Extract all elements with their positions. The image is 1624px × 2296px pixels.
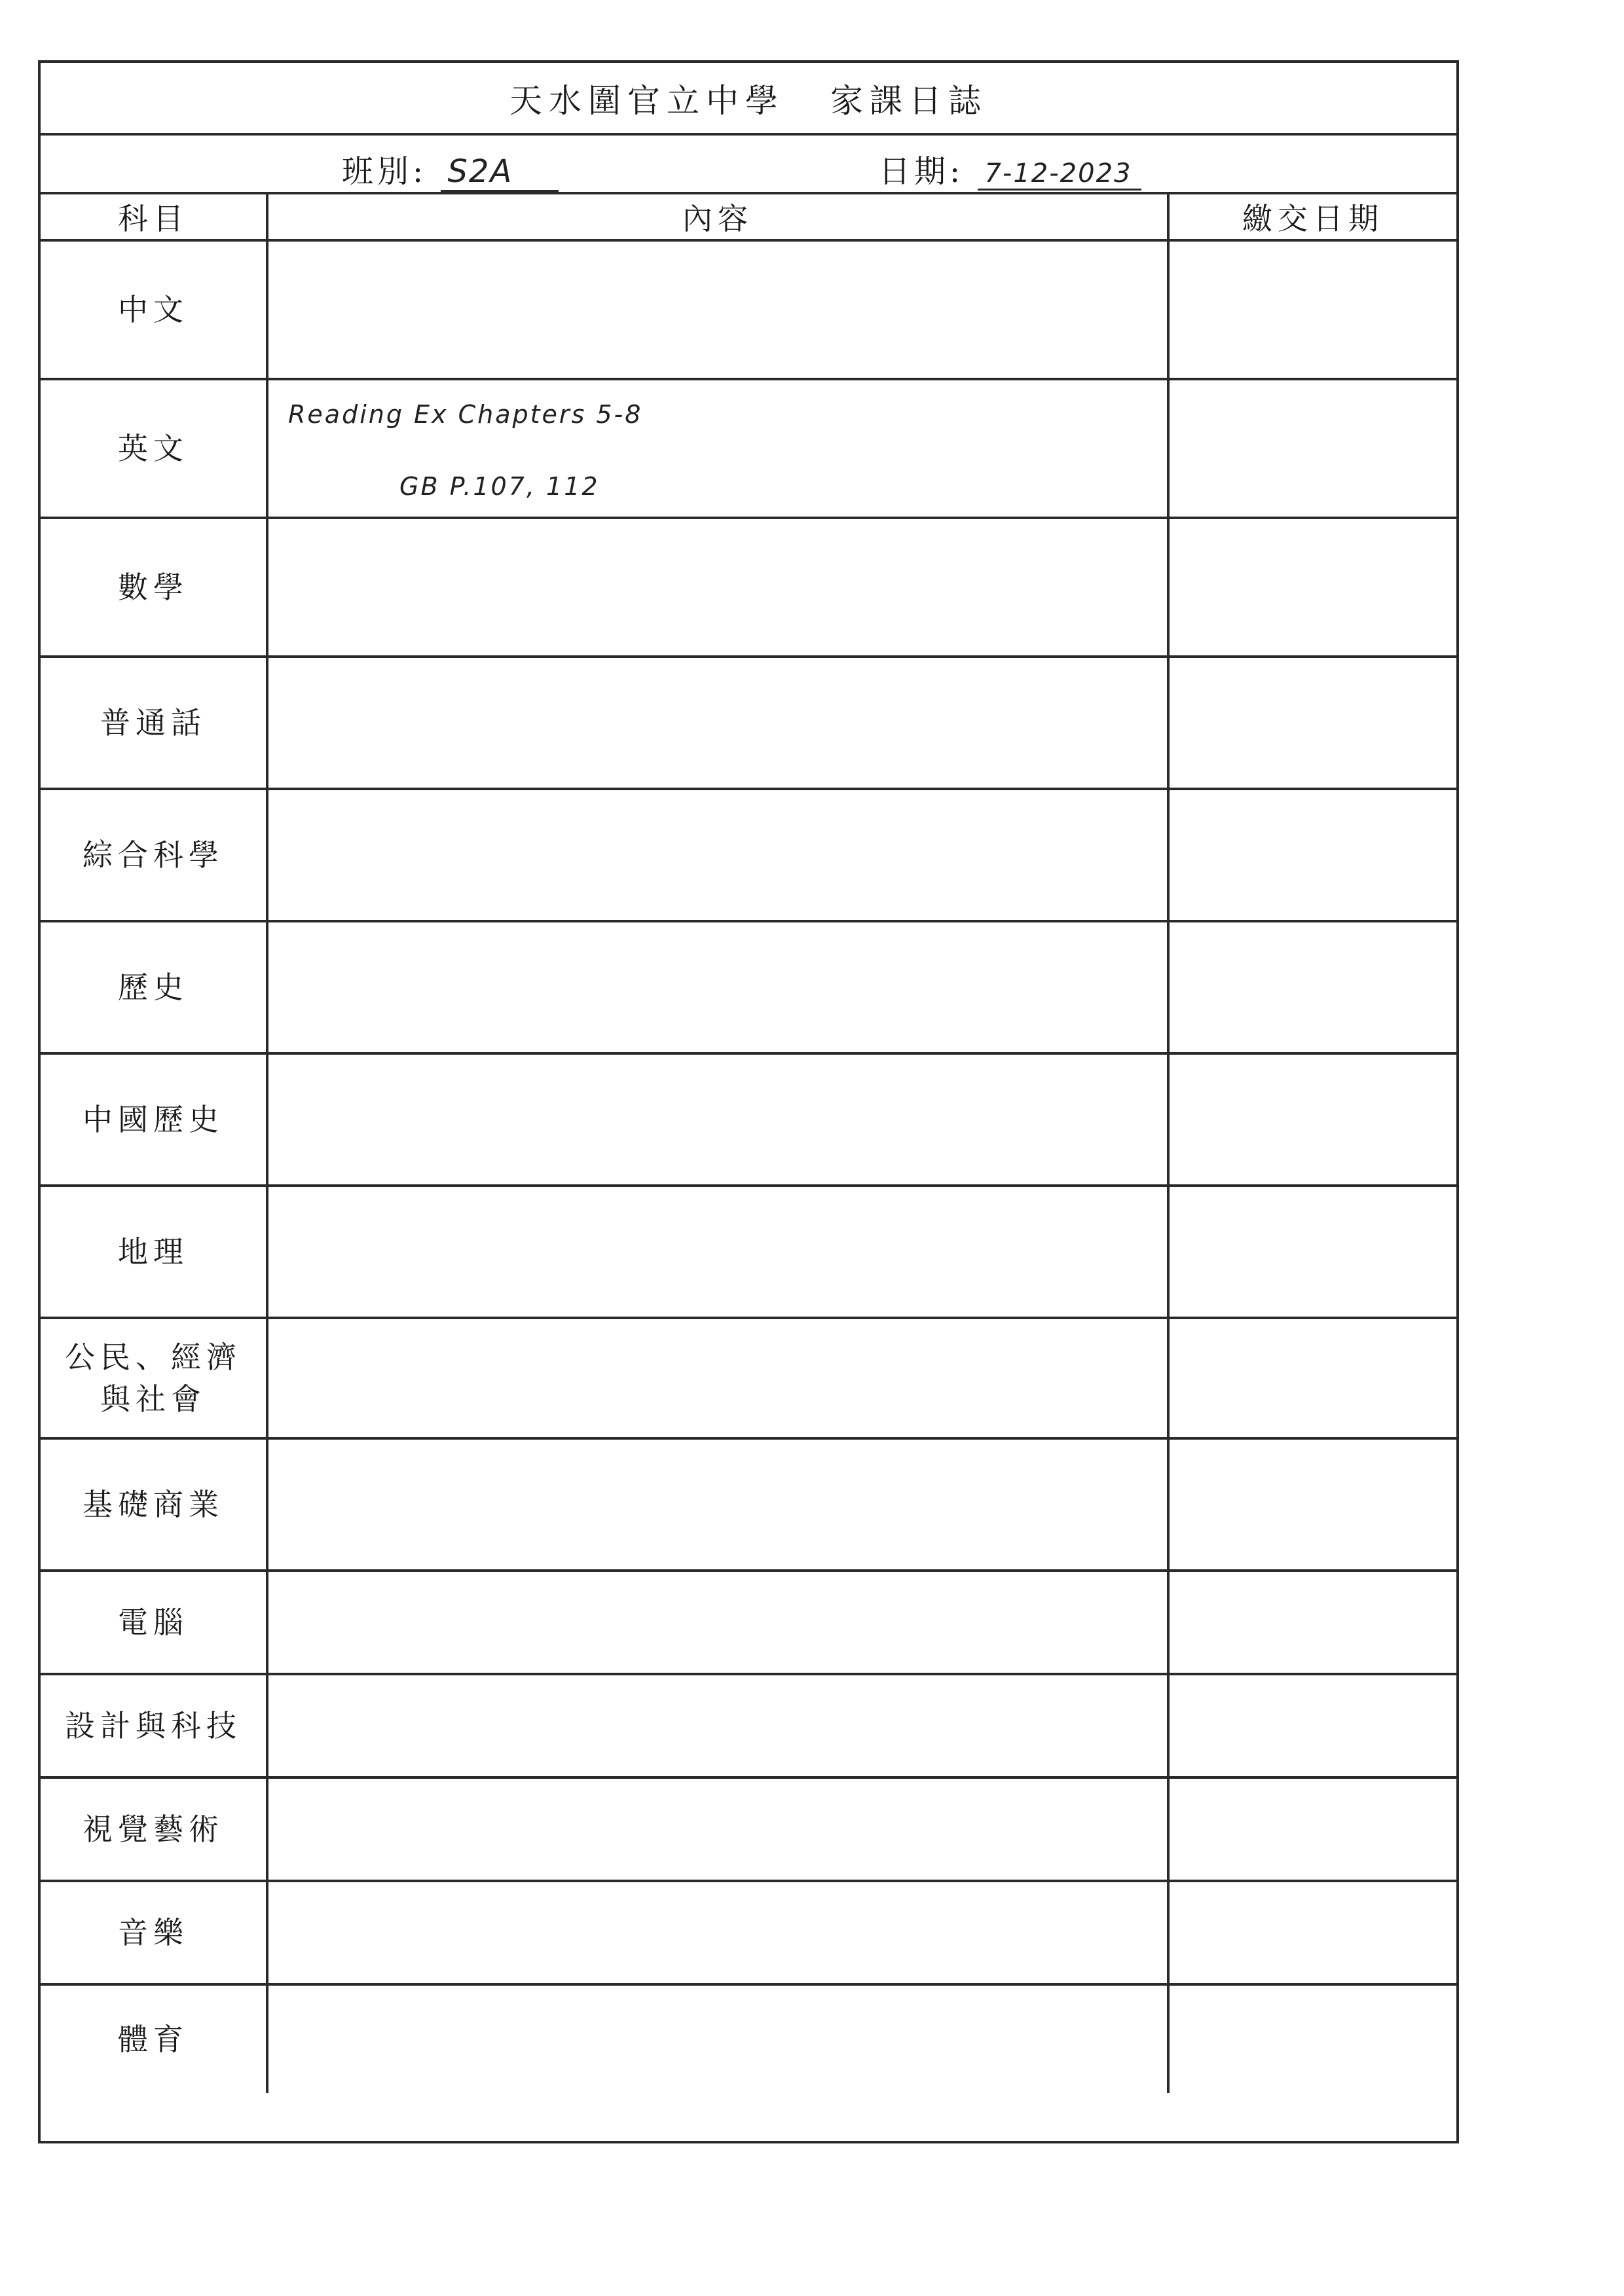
due-date-cell [1168,1984,1456,2093]
table-row [41,657,1456,789]
homework-content-cell [267,240,1168,379]
table-body [41,240,1456,2093]
homework-content-cell [267,1984,1168,2093]
due-date-cell [1168,379,1456,518]
subject-name: 設計與科技 [65,1708,242,1743]
homework-content-cell [267,1318,1168,1438]
subject-name: 電腦 [118,1605,189,1640]
homework-content-cell [267,1571,1168,1674]
subject-cell [41,1777,267,1881]
subject-name: 中文 [118,292,189,327]
homework-entry: Reading Ex Chapters 5-8 [288,400,643,429]
subject-cell [41,1674,267,1777]
table-row [41,1571,1456,1674]
due-date-cell [1168,1674,1456,1777]
table-row [41,379,1456,518]
info-row [41,133,1456,194]
homework-content-cell [267,921,1168,1053]
table-row [41,1186,1456,1318]
homework-content-cell [267,1674,1168,1777]
subject-cell [41,921,267,1053]
table-row [41,1984,1456,2093]
date-field [879,146,1141,191]
class-label: 班別: [342,153,428,190]
due-date-cell [1168,1881,1456,1984]
due-date-cell [1168,1571,1456,1674]
class-field [342,146,559,192]
subject-name: 基礎商業 [83,1487,224,1522]
table-row [41,240,1456,379]
homework-content-cell [267,1186,1168,1318]
subject-cell [41,789,267,921]
due-date-cell [1168,1438,1456,1571]
title-row [41,63,1456,136]
homework-table [41,192,1456,2093]
due-date-cell [1168,921,1456,1053]
table-row [41,1777,1456,1881]
subject-name: 綜合科學 [83,837,224,873]
table-row [41,921,1456,1053]
subject-cell [41,240,267,379]
table-row [41,1674,1456,1777]
subject-cell [41,1186,267,1318]
subject-name: 音樂 [118,1915,189,1950]
subject-cell [41,1053,267,1186]
subject-name: 與社會 [100,1381,206,1417]
subject-cell [41,1571,267,1674]
subject-name: 普通話 [100,705,206,740]
table-header-row [41,193,1456,240]
due-date-cell [1168,789,1456,921]
homework-content-cell [267,1438,1168,1571]
homework-content-cell [267,379,1168,518]
column-header-due-date: 繳交日期 [1168,193,1456,240]
homework-content-cell [267,1053,1168,1186]
table-row [41,1053,1456,1186]
subject-cell [41,657,267,789]
subject-name: 公民、經濟 [65,1339,242,1375]
subject-name: 數學 [118,570,189,605]
subject-name: 中國歷史 [83,1102,224,1137]
table-row [41,789,1456,921]
diary-title: 家課日誌 [830,81,987,120]
homework-content-cell [267,1777,1168,1881]
subject-name: 歷史 [118,970,189,1005]
homework-entry: GB P.107, 112 [399,472,600,501]
date-label: 日期: [879,153,965,190]
due-date-cell [1168,518,1456,657]
due-date-cell [1168,240,1456,379]
due-date-cell [1168,1186,1456,1318]
homework-diary-sheet [38,60,1459,2143]
subject-name: 地理 [118,1234,189,1269]
homework-content-cell [267,518,1168,657]
subject-cell [41,1984,267,2093]
class-value: S2A [441,153,559,192]
due-date-cell [1168,1318,1456,1438]
homework-content-cell [267,789,1168,921]
date-value: 7-12-2023 [978,158,1141,191]
homework-content-cell [267,1881,1168,1984]
due-date-cell [1168,657,1456,789]
subject-name: 視覺藝術 [83,1812,224,1847]
due-date-cell [1168,1777,1456,1881]
due-date-cell [1168,1053,1456,1186]
subject-cell [41,518,267,657]
table-row [41,1881,1456,1984]
subject-cell [41,1438,267,1571]
subject-name: 體育 [118,2022,189,2057]
table-row [41,1438,1456,1571]
subject-cell [41,379,267,518]
column-header-content: 內容 [267,193,1168,240]
school-name: 天水圍官立中學 [509,81,784,120]
table-row [41,1318,1456,1438]
homework-content-cell [267,657,1168,789]
subject-cell [41,1318,267,1438]
subject-cell [41,1881,267,1984]
column-header-subject: 科目 [41,193,267,240]
table-row [41,518,1456,657]
subject-name: 英文 [118,431,189,466]
